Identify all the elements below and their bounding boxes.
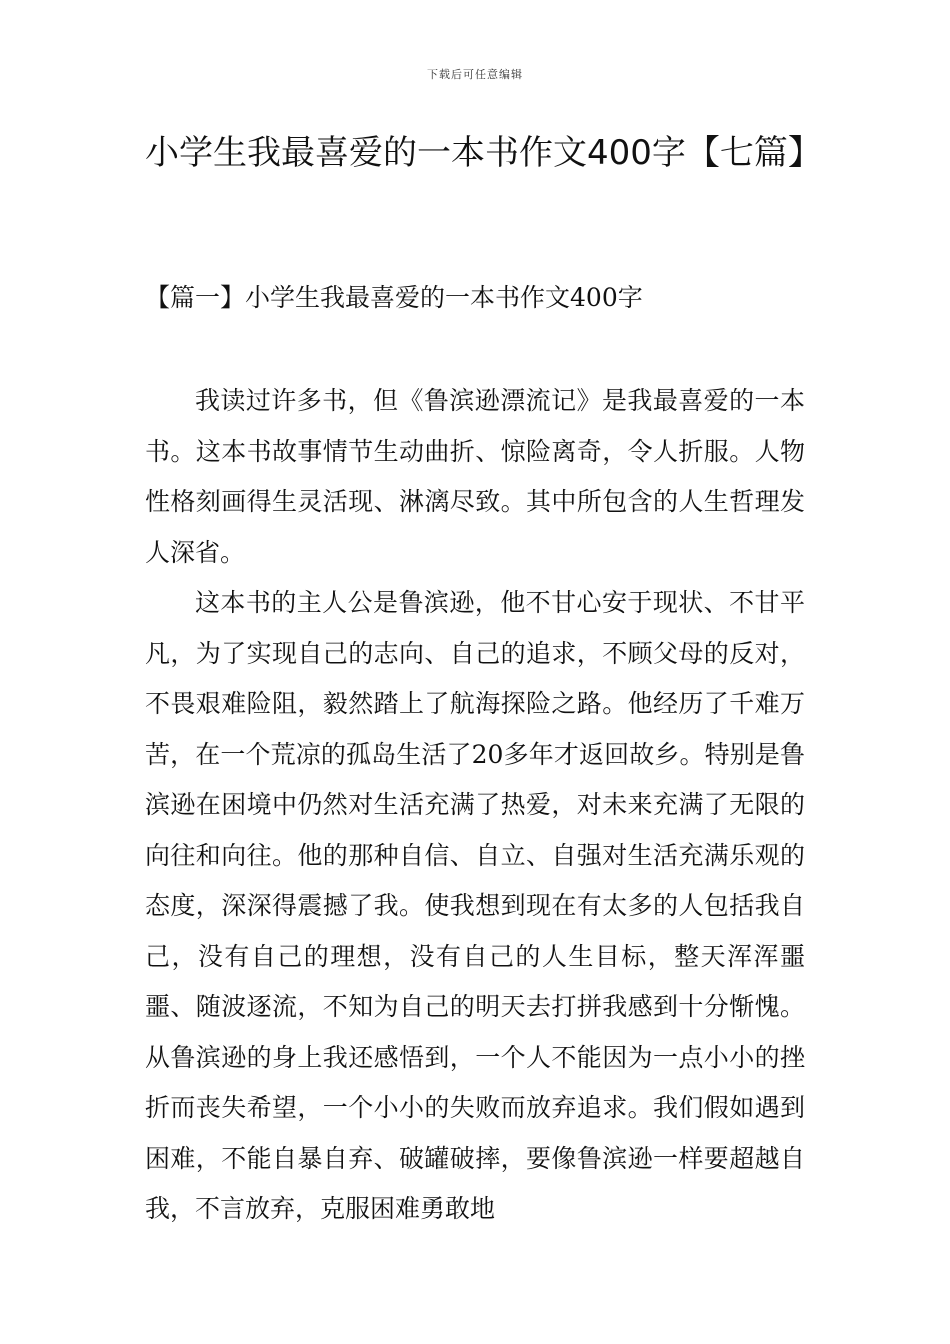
paragraph: 我读过许多书，但《鲁滨逊漂流记》是我最喜爱的一本书。这本书故事情节生动曲折、惊险离奇，令人折服。人物性格刻画得生灵活现、淋漓尽致。其中所包含的人生哲理发人深省。 — [145, 386, 805, 567]
document-title: 小学生我最喜爱的一本书作文400字【七篇】 — [145, 133, 822, 173]
header-note: 下载后可任意编辑 — [427, 68, 523, 81]
paragraph: 这本书的主人公是鲁滨逊，他不甘心安于现状、不甘平凡，为了实现自己的志向、自己的追求，不顾父母的反对，不畏艰难险阻，毅然踏上了航海探险之路。他经历了千难万苦，在一个荒凉的孤岛生活了20多年才返回故乡。特别是鲁滨逊在困境中仍然对生活充满了热爱，对未来充满了无限的向往和向往。他的那种自信、自立、自强对生活充满乐观的态度，深深得震撼了我。使我想到现在有太多的人包括我自己，没有自己的理想，没有自己的人生目标，整天浑浑噩噩、随波逐流，不知为自己的明天去打拼我感到十分惭愧。从鲁滨逊的身上我还感悟到，一个人不能因为一点小小的挫折而丧失希望，一个小小的失败而放弃追求。我们假如遇到困难，不能自暴自弃、破罐破摔，要像鲁滨逊一样要超越自我，不言放弃，克服困难勇敢地 — [145, 588, 805, 1223]
body-text — [145, 376, 805, 1235]
section-heading: 【篇一】小学生我最喜爱的一本书作文400字 — [145, 283, 643, 312]
